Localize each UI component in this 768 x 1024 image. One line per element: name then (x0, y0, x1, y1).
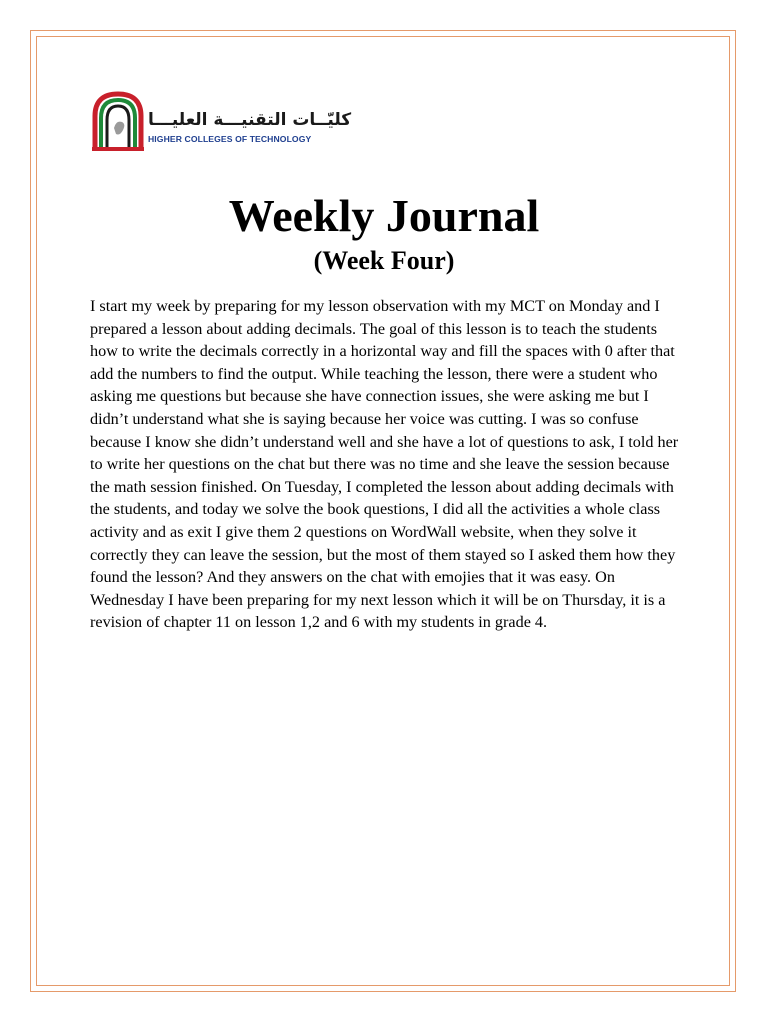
logo-english-text: HIGHER COLLEGES OF TECHNOLOGY (148, 134, 312, 144)
hct-emblem-icon (92, 90, 144, 152)
document-subtitle: (Week Four) (313, 246, 455, 275)
document-title: Weekly Journal (228, 190, 540, 241)
hct-logo (92, 90, 352, 152)
journal-body: I start my week by preparing for my lesson observation with my MCT on Monday and I prepared a lesson about adding decimals. The goal of this lesson is to teach the students how to write the decimals correctly in a horizontal way and fill the spaces with 0 after that add the numbers to find the output. While teaching the lesson, there were a student who asking me questions but because she have connection issues, she were asking me but I didn’t understand what she is saying because her voice was cutting. I was so confuse because I know she didn’t understand well and she have a lot of questions to ask, I told her to write her questions on the chat but there was no time and she leave the session because the math session finished. On Tuesday, I completed the lesson about adding decimals with the students, and today we solve the book questions, I did all the activities a whole class activity and as exit I give them 2 questions on WordWall website, when they solve it correctly they can leave the session, but the most of them stayed so I asked them how they found the lesson? And they answers on the chat with emojies that it was easy. On Wednesday I have been preparing for my next lesson which it will be on Thursday, it is a revision of chapter 11 on lesson 1,2 and 6 with my students in grade 4. (90, 297, 679, 632)
logo-arabic-text: كليّــات التقنيـــة العليـــا (148, 110, 352, 130)
